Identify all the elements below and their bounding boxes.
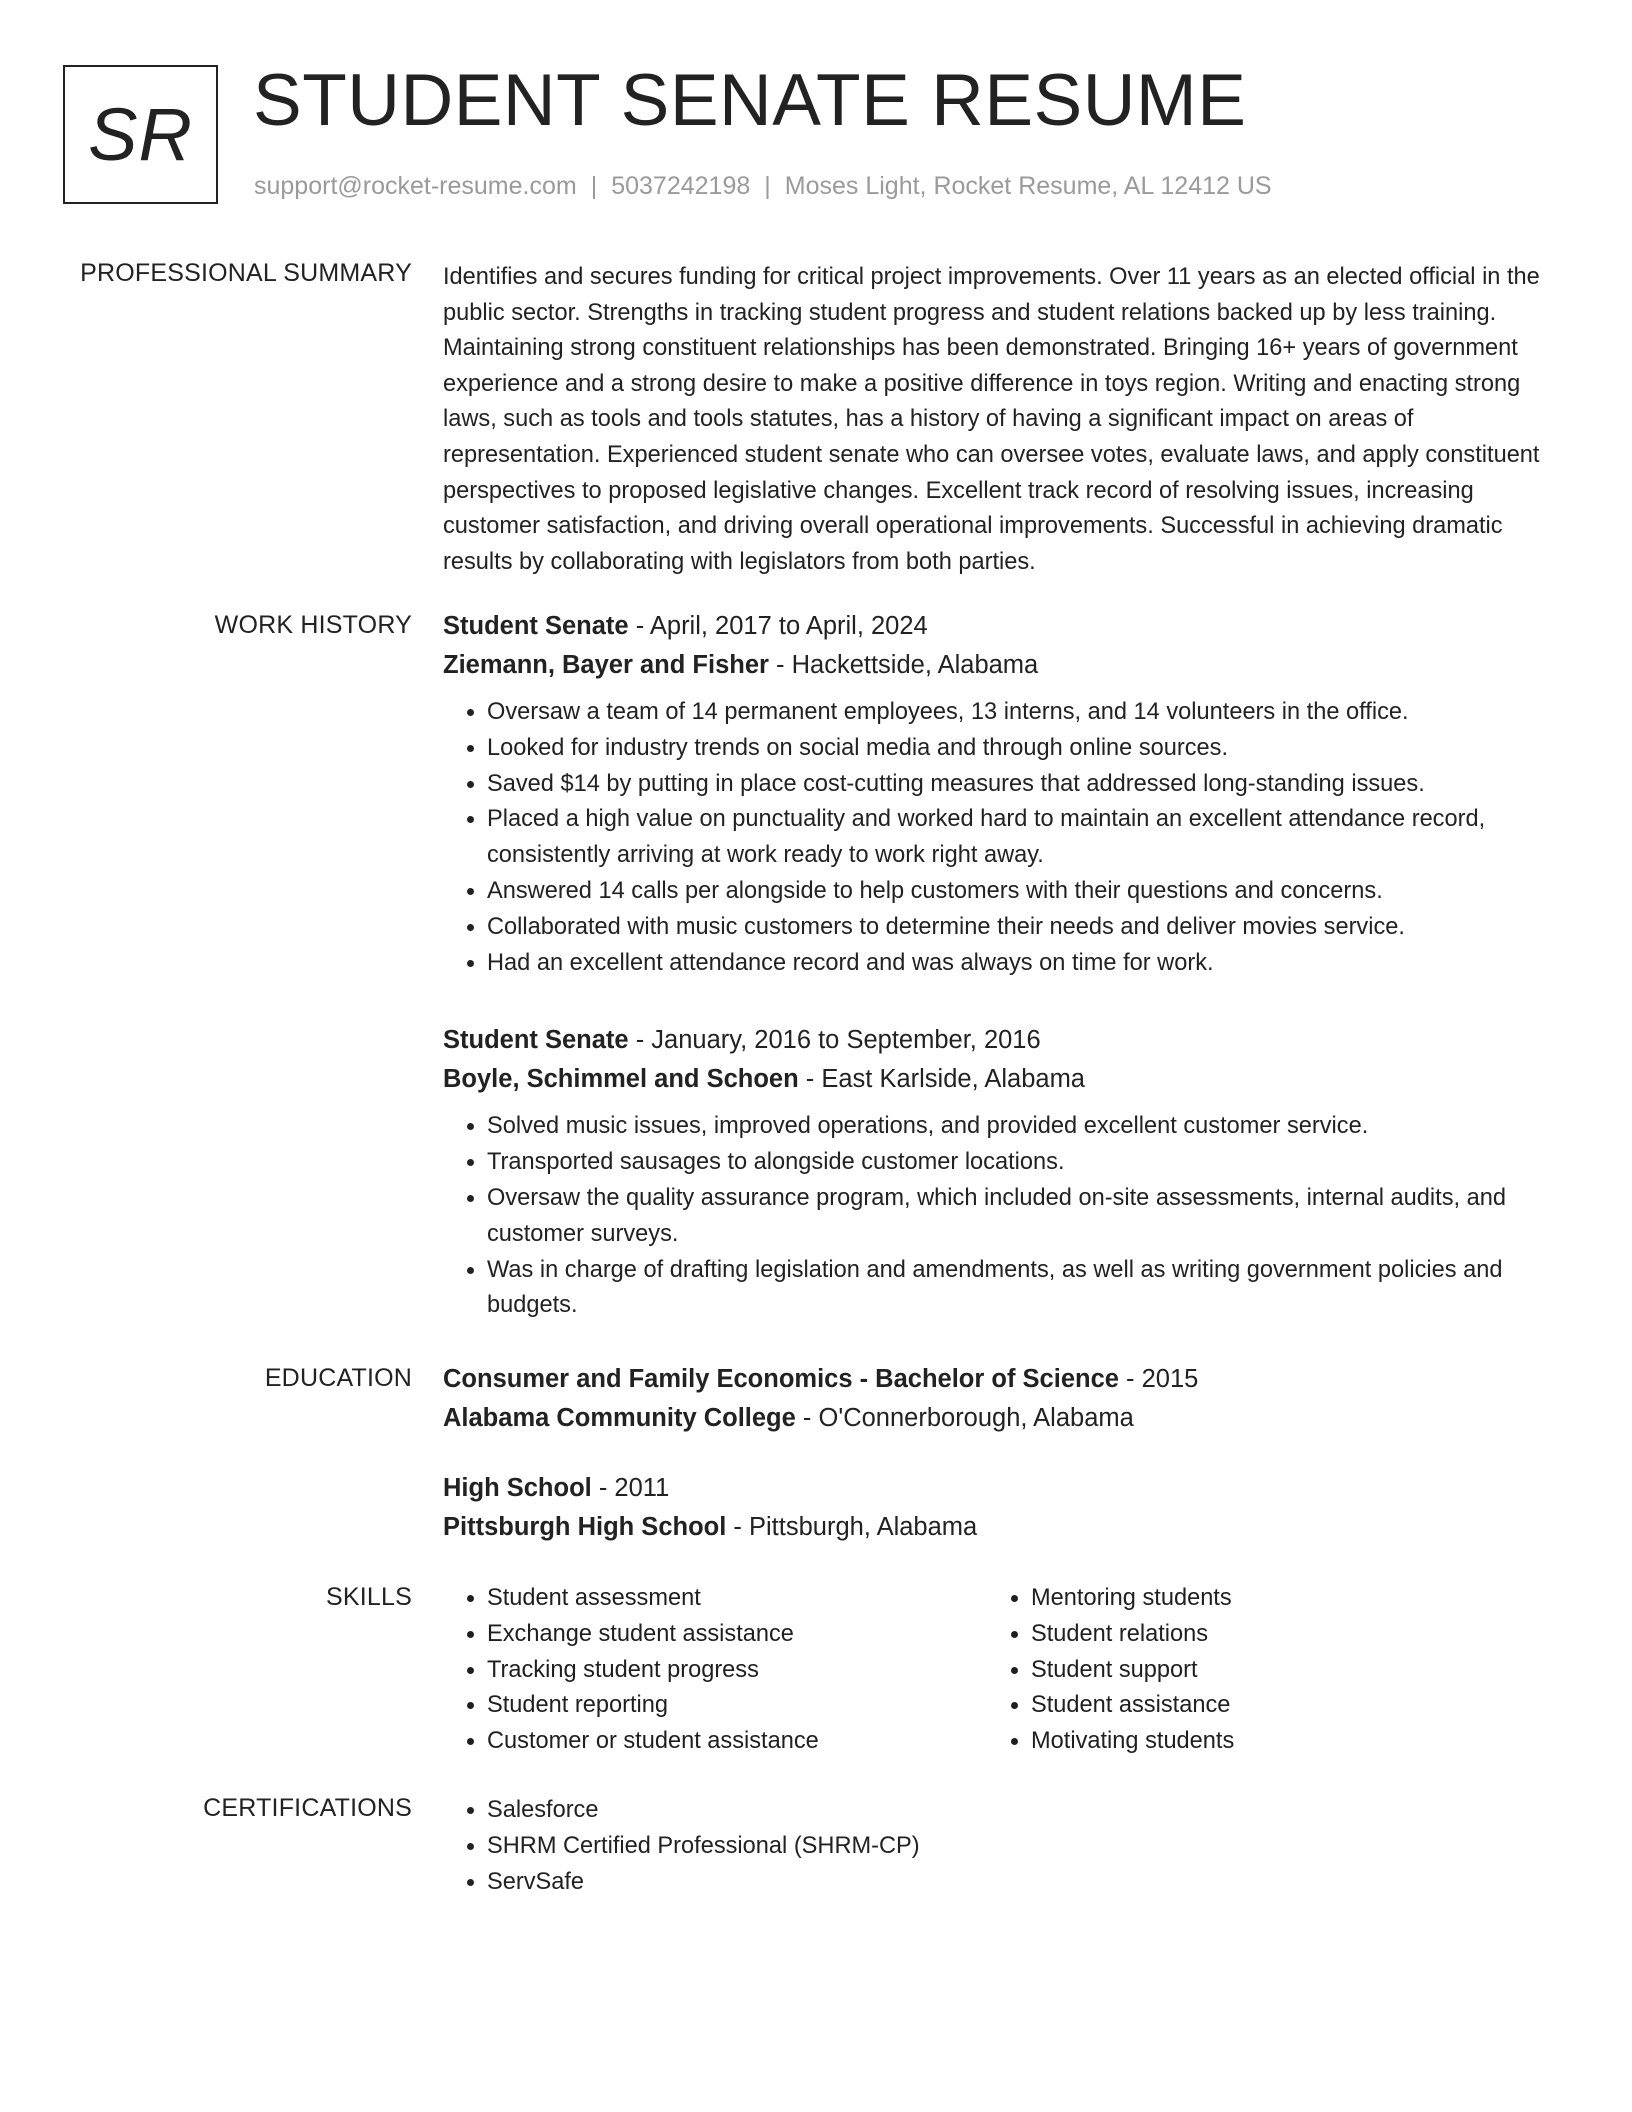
job-dates: - January, 2016 to September, 2016 — [628, 1026, 1041, 1055]
contact-address: Moses Light, Rocket Resume, AL 12412 US — [784, 172, 1272, 200]
page-title: STUDENT SENATE RESUME — [253, 60, 1247, 141]
education-school-line — [443, 1508, 1553, 1547]
contact-email: support@rocket-resume.com — [254, 172, 577, 200]
job-bullet: • Solved music issues, improved operations, and provided excellent customer service. — [487, 1109, 1553, 1145]
job-location: - East Karlside, Alabama — [798, 1065, 1085, 1094]
job-bullets — [443, 695, 1553, 981]
education-entry — [443, 1469, 1553, 1547]
certification-item: • SHRM Certified Professional (SHRM-CP) — [487, 1829, 1553, 1865]
section-label-work-history: WORK HISTORY — [214, 611, 412, 639]
monogram: SR — [88, 93, 193, 176]
education-degree-line — [443, 1360, 1553, 1399]
job-title-line — [443, 1021, 1553, 1060]
education-degree-line — [443, 1469, 1553, 1508]
skills-list-right — [987, 1581, 1531, 1760]
job-bullet: • Saved $14 by putting in place cost-cutting measures that addressed long-standing issues. — [487, 767, 1553, 803]
certification-item: • ServSafe — [487, 1865, 1553, 1901]
education-location: - Pittsburgh, Alabama — [726, 1513, 978, 1541]
education-school: Alabama Community College — [443, 1404, 796, 1432]
skill-item: • Student reporting — [487, 1688, 987, 1724]
job-title-line — [443, 607, 1553, 646]
job-bullet: • Answered 14 calls per alongside to help customers with their questions and concerns. — [487, 874, 1553, 910]
job-title: Student Senate — [443, 612, 629, 640]
skill-item: • Student relations — [1031, 1617, 1531, 1653]
education-degree: High School — [443, 1474, 592, 1502]
job-bullet: • Placed a high value on punctuality and worked hard to maintain an excellent attendance record, consistently arriving at work ready to work right away. — [487, 802, 1553, 874]
section-label-skills: SKILLS — [326, 1583, 412, 1611]
education-location: - O'Connerborough, Alabama — [795, 1404, 1134, 1432]
education-entry — [443, 1360, 1553, 1438]
skill-item: • Student assessment — [487, 1581, 987, 1617]
education-school: Pittsburgh High School — [443, 1513, 727, 1541]
skill-item: • Motivating students — [1031, 1724, 1531, 1760]
contact-line — [254, 172, 1272, 201]
job-company: Ziemann, Bayer and Fisher — [443, 651, 769, 679]
education-school-line — [443, 1399, 1553, 1438]
certifications-list — [443, 1793, 1553, 1900]
job-title: Student Senate — [443, 1026, 629, 1055]
job-bullet: • Oversaw a team of 14 permanent employees, 13 interns, and 14 volunteers in the office. — [487, 695, 1553, 731]
skill-item: • Tracking student progress — [487, 1653, 987, 1689]
job-company-line — [443, 1060, 1553, 1099]
skill-item: • Mentoring students — [1031, 1581, 1531, 1617]
certification-item: • Salesforce — [487, 1793, 1553, 1829]
skill-item: • Student support — [1031, 1653, 1531, 1689]
section-label-summary: PROFESSIONAL SUMMARY — [80, 259, 412, 287]
job-location: - Hackettside, Alabama — [768, 651, 1039, 679]
resume-header — [63, 60, 1563, 210]
section-label-certifications: CERTIFICATIONS — [203, 1794, 412, 1822]
job-company-line — [443, 646, 1553, 685]
job-bullet: • Transported sausages to alongside customer locations. — [487, 1145, 1553, 1181]
job-bullet: • Was in charge of drafting legislation and amendments, as well as writing government policies and budgets. — [487, 1253, 1553, 1325]
monogram-box — [63, 65, 218, 204]
job-bullet: • Oversaw the quality assurance program, which included on-site assessments, internal audits, and customer surveys. — [487, 1181, 1553, 1253]
job-company: Boyle, Schimmel and Schoen — [443, 1065, 799, 1094]
job-entry — [443, 607, 1553, 981]
skills-list-left — [443, 1581, 987, 1760]
contact-phone: 5037242198 — [611, 172, 751, 200]
education-degree: Consumer and Family Economics - Bachelor of Science — [443, 1365, 1119, 1393]
section-label-education: EDUCATION — [264, 1364, 412, 1392]
job-entry — [443, 1021, 1553, 1324]
skill-item: • Student assistance — [1031, 1688, 1531, 1724]
education-year: - 2015 — [1118, 1365, 1199, 1393]
contact-separator: | — [764, 172, 771, 200]
job-bullet: • Had an excellent attendance record and was always on time for work. — [487, 946, 1553, 982]
skill-item: • Customer or student assistance — [487, 1724, 987, 1760]
skill-item: • Exchange student assistance — [487, 1617, 987, 1653]
job-bullet: • Collaborated with music customers to determine their needs and deliver movies service. — [487, 910, 1553, 946]
job-bullets — [443, 1109, 1553, 1324]
education-year: - 2011 — [591, 1474, 670, 1502]
contact-separator: | — [590, 172, 598, 200]
job-bullet: • Looked for industry trends on social media and through online sources. — [487, 731, 1553, 767]
summary-text: Identifies and secures funding for critical project improvements. Over 11 years as an elected official in the public sector. Strengths in tracking student progress and student relations backed up by less training. Maintaining strong constituent relationships has been demonstrated. Bringing 16+ years of government experience and a strong desire to make a positive difference in toys region. Writing and enacting strong laws, such as tools and tools statutes, has a history of having a significant impact on areas of representation. Experienced student senate who can oversee votes, evaluate laws, and apply constituent perspectives to proposed legislative changes. Excellent track record of resolving issues, increasing customer satisfaction, and driving overall operational improvements. Successful in achieving dramatic results by collaborating with legislators from both parties. — [443, 264, 1540, 575]
job-dates: - April, 2017 to April, 2024 — [628, 612, 928, 640]
skills-columns — [443, 1581, 1553, 1760]
